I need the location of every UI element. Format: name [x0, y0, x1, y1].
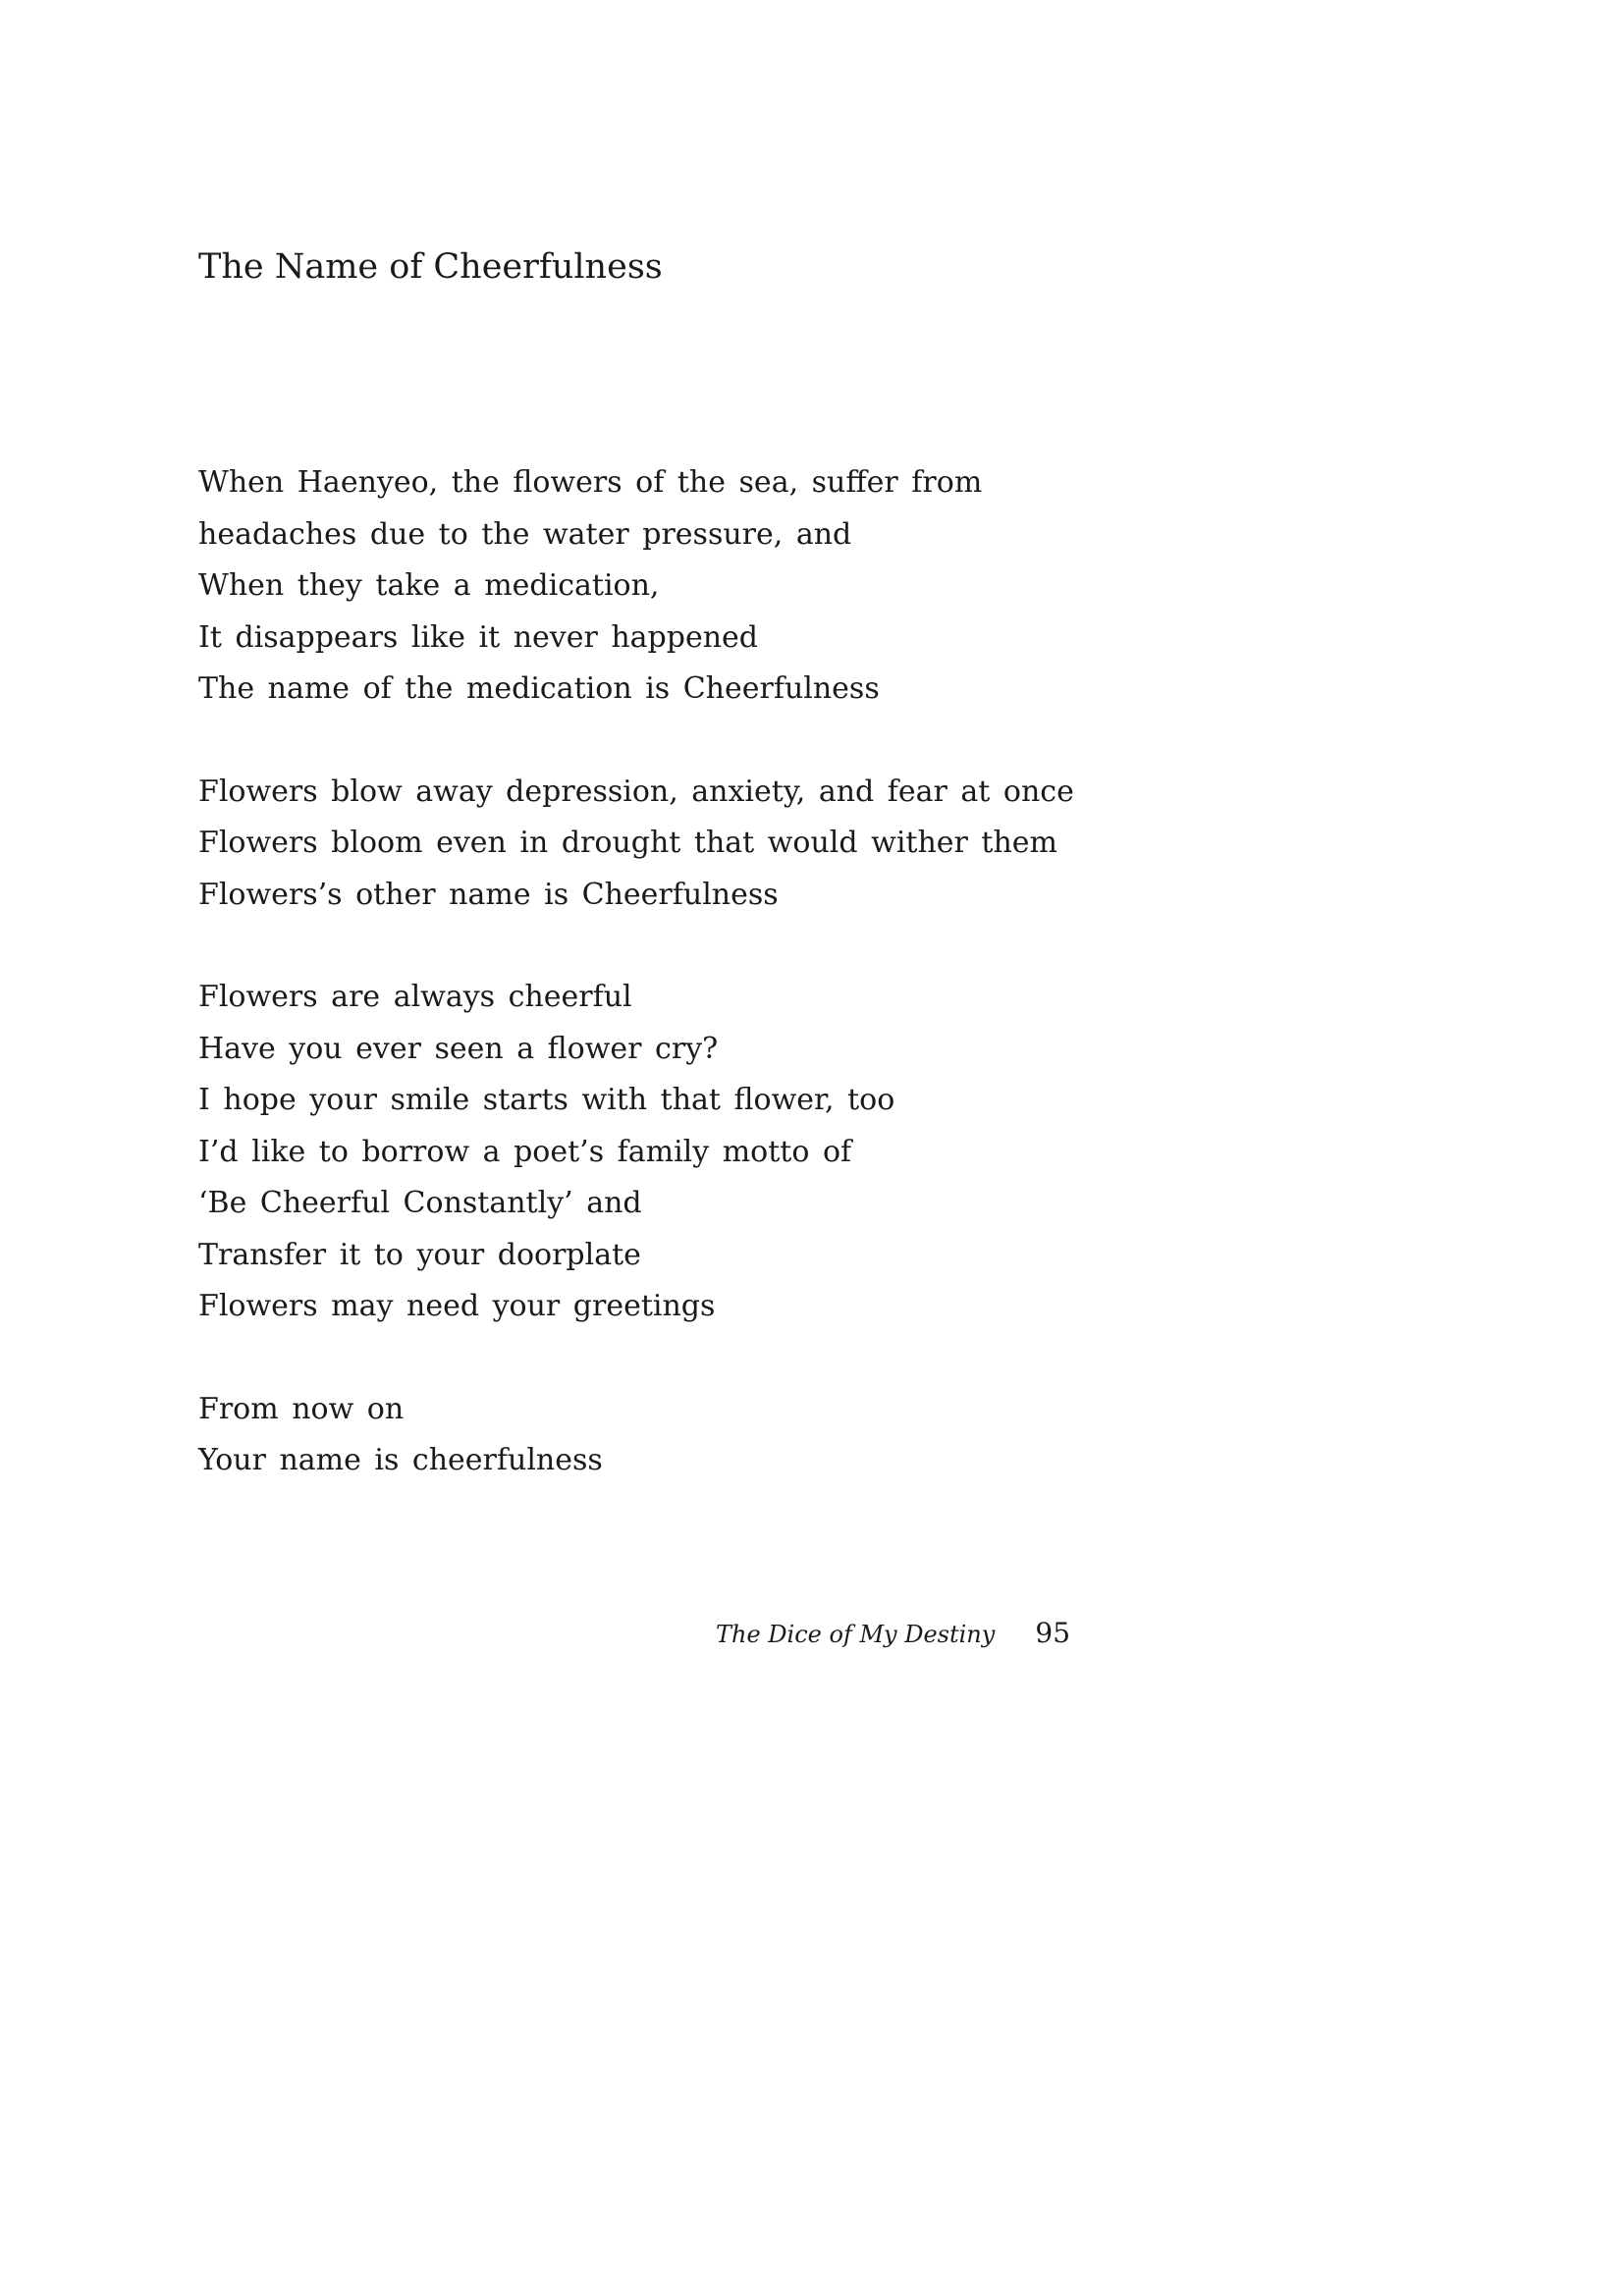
- poem-line: ‘Be Cheerful Constantly’ and: [198, 1186, 642, 1220]
- poem-line: I’d like to borrow a poet’s family motto of: [198, 1134, 852, 1169]
- stanza-2: [198, 767, 1278, 922]
- poem-line: From now on: [198, 1391, 405, 1426]
- poem-line: When Haenyeo, the flowers of the sea, suffer from: [198, 465, 983, 500]
- stanza-1: [198, 457, 1278, 716]
- page-number: 95: [1035, 1617, 1071, 1649]
- poem-line: Flowers’s other name is Cheerfulness: [198, 877, 779, 912]
- stanza-4: [198, 1384, 1278, 1487]
- poem-title: The Name of Cheerfulness: [198, 247, 663, 287]
- poem-line: When they take a medication,: [198, 568, 660, 603]
- poem-line: The name of the medication is Cheerfulness: [198, 671, 880, 706]
- poem-line: Your name is cheerfulness: [198, 1443, 603, 1477]
- poem-line: Flowers blow away depression, anxiety, and fear at once: [198, 774, 1074, 809]
- poem-line: headaches due to the water pressure, and: [198, 516, 852, 552]
- poem-line: Have you ever seen a flower cry?: [198, 1031, 719, 1066]
- poem-line: Flowers may need your greetings: [198, 1289, 716, 1323]
- poem-line: I hope your smile starts with that flower, too: [198, 1083, 895, 1117]
- poem-line: Flowers bloom even in drought that would wither them: [198, 826, 1058, 860]
- running-book-title: The Dice of My Destiny: [716, 1621, 996, 1648]
- poem-line: Transfer it to your doorplate: [198, 1237, 641, 1272]
- poem-line: It disappears like it never happened: [198, 619, 758, 655]
- poem-line: Flowers are always cheerful: [198, 980, 632, 1014]
- stanza-3: [198, 972, 1278, 1333]
- page-footer: [716, 1614, 1070, 1654]
- poem-body: [198, 457, 1278, 1538]
